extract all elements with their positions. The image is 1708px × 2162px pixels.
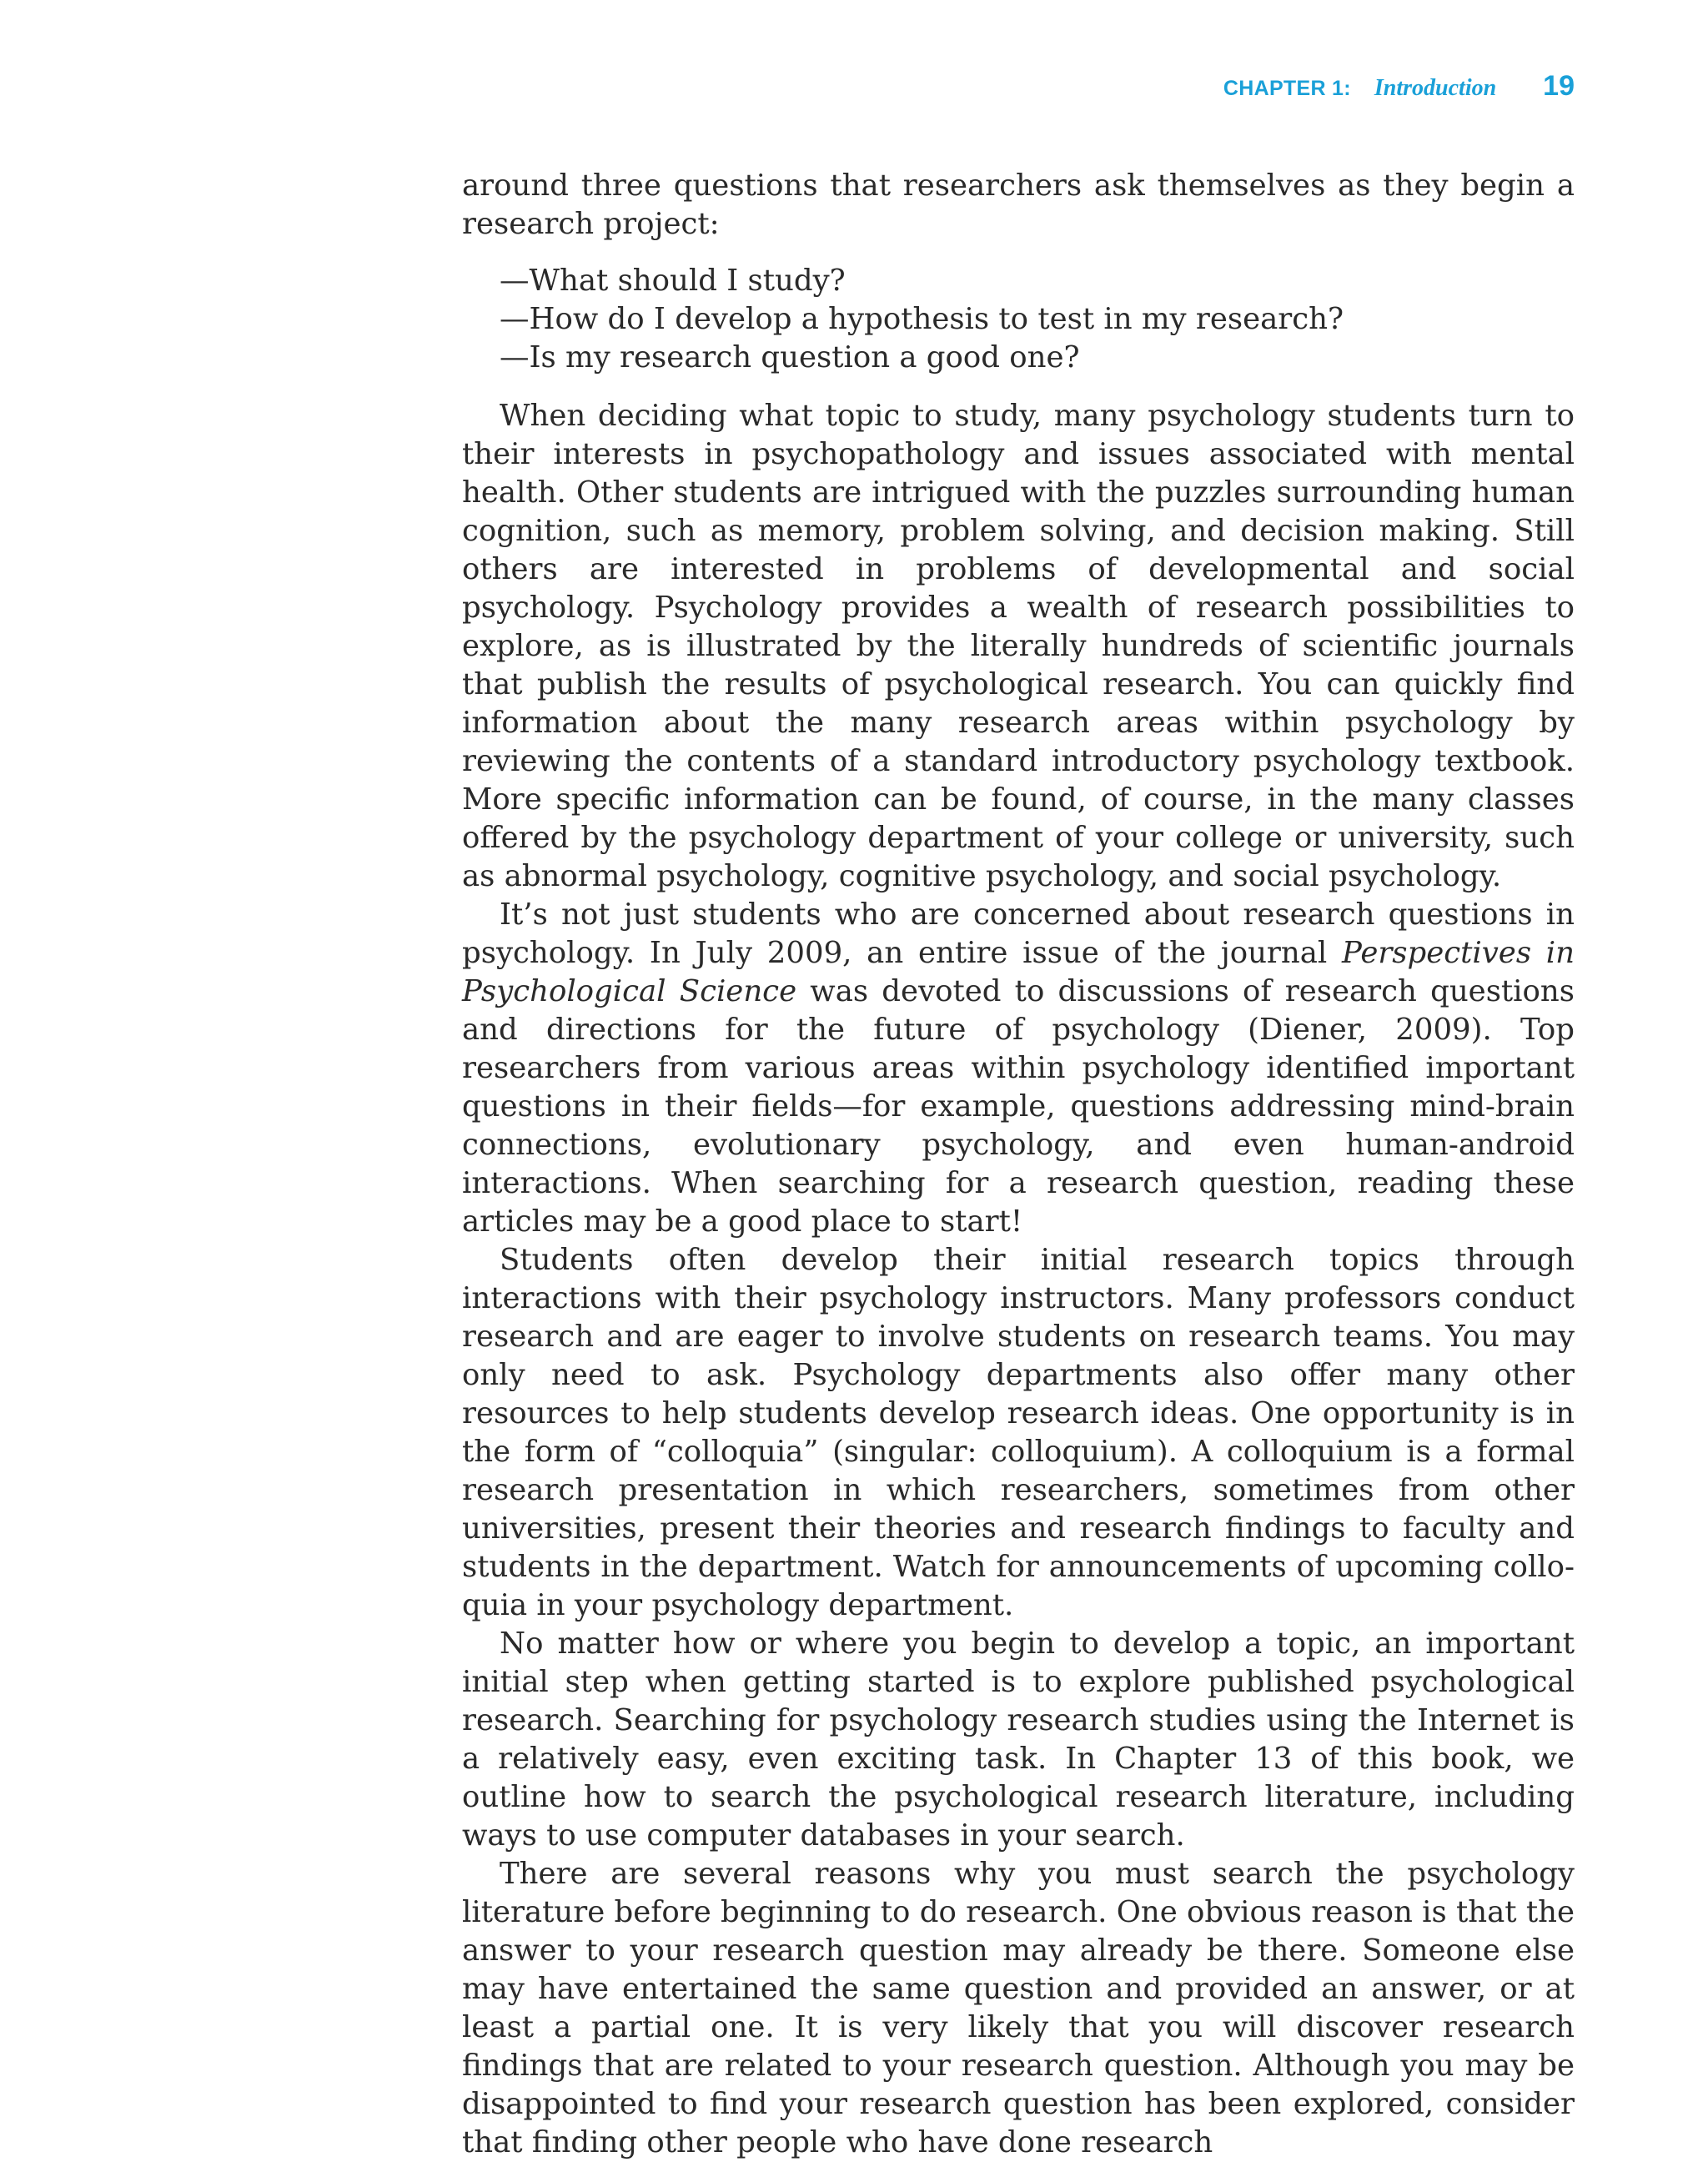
paragraph-instructors: Students often develop their initial research topics through interactions with their psychology instructors. Many professors conduct research and are eager to involve students on research teams. You may only need to ask. Psychology departments also offer many other resources to help students develop research ideas. One opportunity is in the form of “colloquia” (singular: colloquium). A colloquium is a formal research presentation in which researchers, sometimes from other universities, present their theories and research findings to faculty and students in the department. Watch for announcements of upcoming colloquia in your psychology department. bbox=[462, 1243, 1575, 1622]
intro-paragraph: around three questions that researchers ask themselves as they begin a research project: bbox=[462, 168, 1575, 241]
paragraph-published-research: No matter how or where you begin to develop a topic, an important initial step when getting started is to explore published psychological research. Searching for psychology research studies using the Internet is a relatively easy, even exciting task. In Chapter 13 of this book, we outline how to search the psychological research literature, including ways to use computer databases in your search. bbox=[462, 1627, 1575, 1853]
paragraph-text: was devoted to discussions of research questions and directions for the future of psychology (Diener, 2009). Top researchers from various areas within psychology identified important questions in their fields—for example, questions addressing mind-brain connections, evolutionary psychology, and even human-android interactions. When searching for a research question, reading these articles may be a good place to start! bbox=[462, 974, 1575, 1239]
chapter-title: Introduction bbox=[1374, 75, 1497, 101]
paragraph-text: It’s not just students who are concerned about research questions in psychology. In July 2009, an entire issue of the journal bbox=[462, 897, 1575, 970]
question-item: —How do I develop a hypothesis to test in my research? bbox=[500, 302, 1344, 336]
paragraph-perspectives bbox=[462, 896, 1575, 1241]
paragraph-literature-reasons: There are several reasons why you must search the psychology literature before beginning to do research. One obvious reason is that the answer to your research question may already be there. Someone else may have entertained the same question and provided an answer, or at least a partial one. It is very likely that you will discover research findings that are related to your research question. Although you may be disappointed to find your research question has been explored, consider that finding other people who have done research bbox=[462, 1857, 1575, 2159]
paragraph-topic-selection: When deciding what topic to study, many psychology students turn to their interests in psychopathology and issues associated with mental health. Other students are intrigued with the puzzles surrounding human cognition, such as memory, problem solving, and decision making. Still others are interested in problems of developmental and social psychology. Psychology provides a wealth of research possibilities to explore, as is illustrated by the literally hundreds of scientific journals that publish the results of psychological research. You can quickly find information about the many research areas within psychology by reviewing the contents of a standard introductory psychology textbook. More specific information can be found, of course, in the many classes offered by the psychology department of your college or university, such as abnormal psychology, cognitive psychology, and social psychology. bbox=[462, 399, 1575, 893]
page-body bbox=[462, 167, 1575, 2162]
journal-title: Perspectives in Psychological Science bbox=[462, 936, 1575, 1008]
running-head bbox=[1223, 70, 1575, 103]
question-item: —Is my research question a good one? bbox=[500, 340, 1080, 375]
question-list bbox=[500, 262, 1575, 377]
page-number: 19 bbox=[1543, 70, 1575, 102]
question-item: —What should I study? bbox=[500, 264, 846, 298]
chapter-label: CHAPTER 1: bbox=[1223, 77, 1351, 100]
